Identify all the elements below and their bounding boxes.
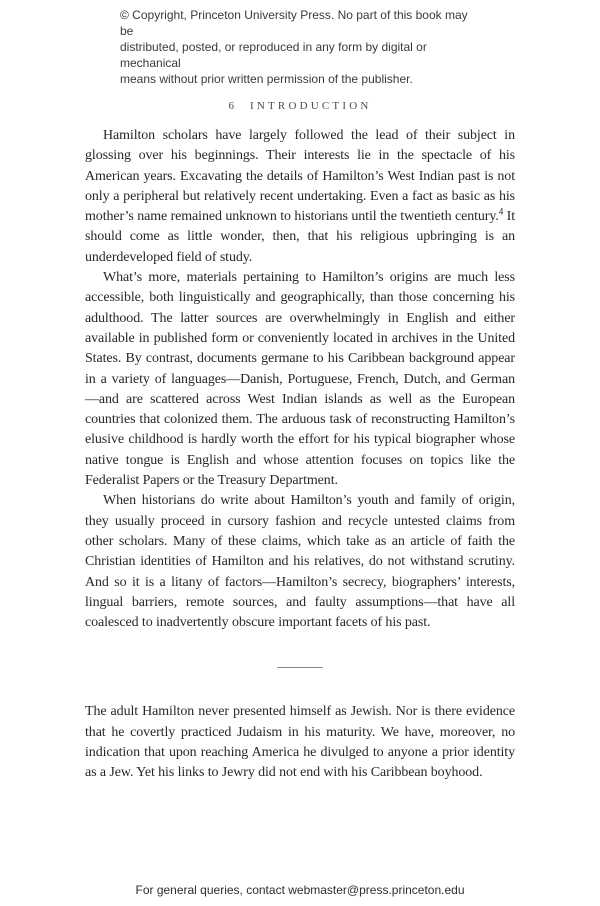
running-head-title: INTRODUCTION — [249, 100, 372, 112]
paragraph-1-continued: It should come as little wonder, then, that his religious upbringing is an underdeveloped field of study. — [85, 209, 515, 265]
copyright-line: means without prior written permission of the publisher. — [120, 72, 413, 86]
paragraph-1-text: Hamilton scholars have largely followed the lead of their subject in glossing over his beginnings. Their interests lie in the spectacle of his American years. Excavating the details of Hamilton’s West Indian past is not only a peripheral but relatively recent undertaking. Even a fact as basic as his mother’s name remained unknown to historians until the twentieth century. — [85, 128, 515, 225]
footer-contact-text: For general queries, contact webmaster@press.princeton.edu — [135, 883, 465, 897]
copyright-notice — [120, 7, 480, 87]
page-number: 6 — [228, 100, 234, 112]
running-head — [0, 100, 600, 112]
footnote-marker-4: 4 — [498, 206, 504, 217]
paragraph-3: When historians do write about Hamilton’s youth and family of origin, they usually proceed in cursory fashion and recycle untested claims from other scholars. Many of these claims, which take as an article of faith the Christian identities of Hamilton and his relatives, do not withstand scrutiny. And so it is a litany of factors—Hamilton’s secrecy, biographers’ interests, lingual barriers, remote sources, and faulty assumptions—that have all coalesced to inadvertently obscure important facets of his past. — [85, 493, 515, 631]
paragraph-2: What’s more, materials pertaining to Hamilton’s origins are much less accessible, both linguistically and geographically, than those concerning his adulthood. The latter sources are overwhelmingly in English and either available in published form or conveniently located in archives in the United States. By contrast, documents germane to his Caribbean background appear in a variety of languages—Danish, Portuguese, French, Dutch, and German—and are scattered across West Indian islands as well as the European countries that colonized them. The arduous task of reconstructing Hamilton’s elusive childhood is hardly worth the effort for his typical biographer whose native tongue is English and whose attention focuses on topics like the Federalist Papers or the Treasury Department. — [85, 270, 515, 489]
body-text — [85, 126, 515, 784]
copyright-line: distributed, posted, or reproduced in any form by digital or mechanical — [120, 40, 427, 70]
section-divider — [277, 667, 323, 668]
paragraph-4: The adult Hamilton never presented himself as Jewish. Nor is there evidence that he covertly practiced Judaism in his maturity. We have, moreover, no indication that upon reaching America he divulged to anyone a prior identity as a Jew. Yet his links to Jewry did not end with his Caribbean boyhood. — [85, 704, 515, 781]
copyright-line: © Copyright, Princeton University Press. No part of this book may be — [120, 8, 468, 38]
paragraph-1 — [85, 126, 515, 268]
